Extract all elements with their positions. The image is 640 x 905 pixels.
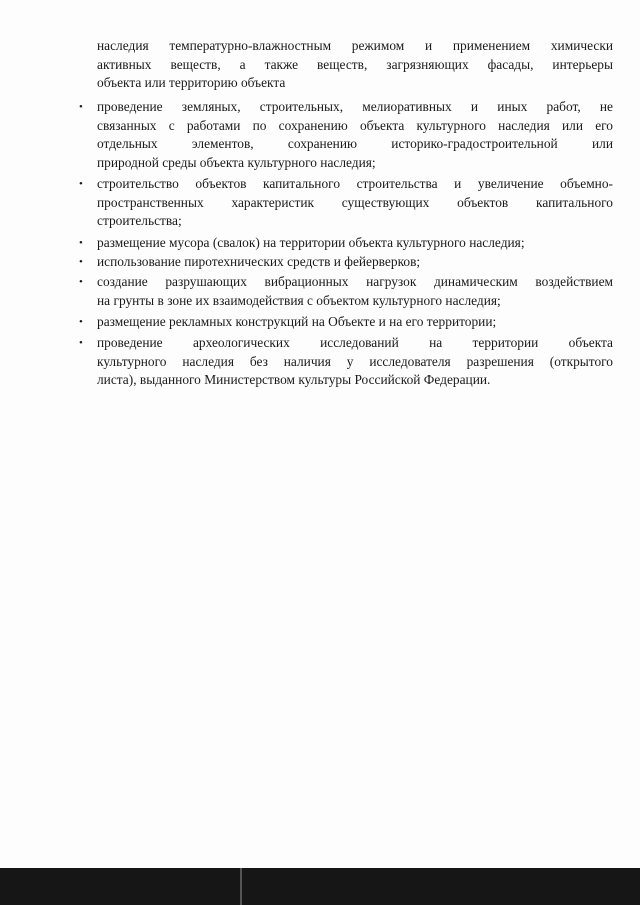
text-line: объекта или территорию объекта bbox=[97, 75, 286, 91]
text-line: природной среды объекта культурного наследия; bbox=[97, 154, 376, 170]
text-line: наследия температурно-влажностным режимом и применением химически bbox=[97, 38, 613, 53]
text-line: пространственных характеристик существующих объектов капитального bbox=[97, 194, 613, 210]
bullet-icon: • bbox=[79, 237, 83, 249]
continuation-paragraph bbox=[97, 37, 613, 93]
bullet-icon: • bbox=[79, 316, 83, 328]
bullet-icon: • bbox=[79, 256, 83, 268]
text-line: использование пиротехнических средств и фейерверков; bbox=[97, 254, 421, 269]
text-line: проведение земляных, строительных, мелиоративных и иных работ, не bbox=[97, 99, 613, 114]
scan-divider bbox=[240, 868, 242, 905]
list-item bbox=[79, 334, 613, 390]
text-line: листа), выданного Министерством культуры Российской Федерации. bbox=[97, 372, 491, 388]
text-line: культурного наследия без наличия у исследователя разрешения (открытого bbox=[97, 353, 613, 369]
list-item bbox=[79, 313, 613, 332]
text-line: создание разрушающих вибрационных нагрузок динамическим воздействием bbox=[97, 274, 613, 289]
list-item bbox=[79, 98, 613, 172]
list-item bbox=[79, 234, 613, 253]
text-line: на грунты в зоне их взаимодействия с объектом культурного наследия; bbox=[97, 292, 501, 308]
text-line: активных веществ, а также веществ, загрязняющих фасады, интерьеры bbox=[97, 56, 613, 72]
bullet-icon: • bbox=[79, 178, 83, 190]
text-line: размещение мусора (свалок) на территории объекта культурного наследия; bbox=[97, 235, 525, 250]
text-line: отдельных элементов, сохранению историко-градостроительной или bbox=[97, 136, 613, 152]
text-line: строительство объектов капитального строительства и увеличение объемно- bbox=[97, 176, 613, 191]
list-item bbox=[79, 175, 613, 231]
list-item bbox=[79, 273, 613, 310]
text-line: связанных с работами по сохранению объекта культурного наследия или его bbox=[97, 117, 613, 133]
text-line: размещение рекламных конструкций на Объекте и на его территории; bbox=[97, 314, 497, 329]
bullet-icon: • bbox=[79, 337, 83, 349]
scan-border bbox=[0, 868, 640, 905]
list-item bbox=[79, 253, 613, 272]
text-line: строительства; bbox=[97, 213, 182, 229]
bullet-icon: • bbox=[79, 101, 83, 113]
text-line: проведение археологических исследований на территории объекта bbox=[97, 335, 613, 350]
bullet-icon: • bbox=[79, 276, 83, 288]
